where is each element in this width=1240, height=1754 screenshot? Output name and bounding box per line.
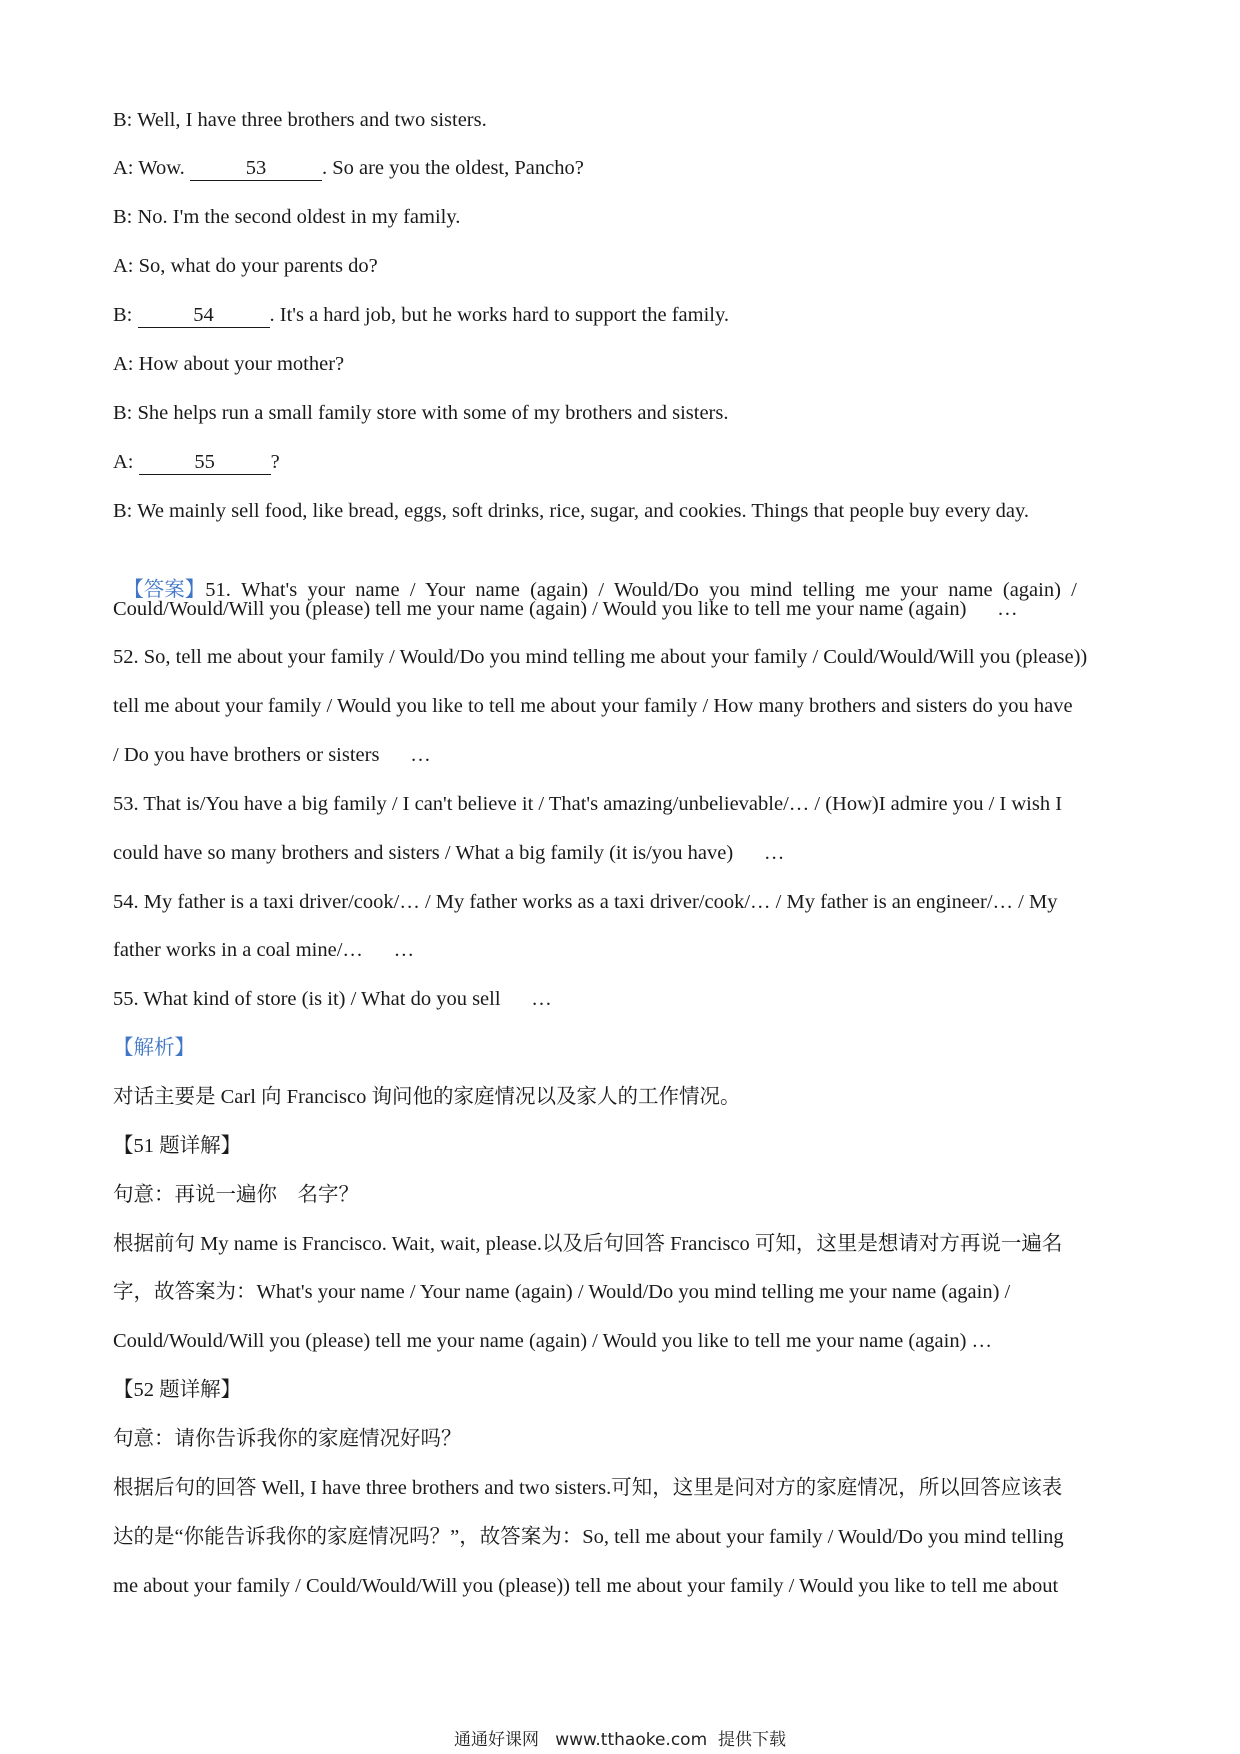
dialogue-line-4 <box>113 251 378 281</box>
blank-55: 55 <box>139 450 271 475</box>
dialogue-line-2 <box>113 153 584 183</box>
q51-line-1: 根据前句 My name is Francisco. Wait, wait, please.以及后句回答 Francisco 可知，这里是想请对方再说一遍名 <box>113 1233 1063 1255</box>
speaker: A: <box>113 353 134 375</box>
line-text: We mainly sell food, like bread, eggs, soft drinks, rice, sugar, and cookies. Things that people buy every day. <box>132 500 1030 522</box>
dialogue-line-1 <box>113 105 487 135</box>
speaker: A: <box>113 157 134 179</box>
dialogue-line-9 <box>113 496 1029 526</box>
q52-line-1: 根据后句的回答 Well, I have three brothers and two sisters.可知，这里是问对方的家庭情况，所以回答应该表 <box>113 1477 1063 1499</box>
speaker: B: <box>113 402 133 424</box>
dialogue-line-7 <box>113 398 729 428</box>
answer-52-line-3: / Do you have brothers or sisters … <box>113 744 431 766</box>
answer-52-line-2: tell me about your family / Would you like to tell me about your family / How many brothers and sisters do you have <box>113 695 1073 717</box>
dialogue-line-6 <box>113 349 344 379</box>
line-text: Well, I have three brothers and two sisters. <box>132 109 487 131</box>
line-text-after: . It's a hard job, but he works hard to support the family. <box>269 304 730 326</box>
q52-title: 【52 题详解】 <box>113 1379 242 1401</box>
dialogue-line-5 <box>113 300 729 330</box>
speaker: B: <box>113 500 133 522</box>
dialogue-line-3 <box>113 202 460 232</box>
q51-line-3: Could/Would/Will you (please) tell me your name (again) / Would you like to tell me your name (again) … <box>113 1330 993 1352</box>
answer-54-line-2: father works in a coal mine/… … <box>113 939 415 961</box>
line-text: So, what do your parents do? <box>133 255 378 277</box>
q51-title: 【51 题详解】 <box>113 1135 242 1157</box>
answer-55-line-1: 55. What kind of store (is it) / What do you sell … <box>113 988 552 1010</box>
q52-line-3: me about your family / Could/Would/Will you (please)) tell me about your family / Would you like to tell me about <box>113 1575 1059 1597</box>
analysis-tag: 【解析】 <box>113 1037 195 1059</box>
dialogue-line-8 <box>113 447 280 477</box>
answer-52-line-1: 52. So, tell me about your family / Would/Do you mind telling me about your family / Could/Would/Will you (please)) <box>113 646 1088 668</box>
q51-meaning: 句意：再说一遍你 名字？ <box>113 1184 359 1206</box>
line-text: How about your mother? <box>133 353 345 375</box>
blank-53: 53 <box>190 156 322 181</box>
answer-54-line-1: 54. My father is a taxi driver/cook/… / My father works as a taxi driver/cook/… / My father is an engineer/… / My <box>113 891 1058 913</box>
line-text: She helps run a small family store with some of my brothers and sisters. <box>132 402 729 424</box>
line-text-after: ? <box>270 451 280 473</box>
speaker: B: <box>113 109 133 131</box>
line-text: No. I'm the second oldest in my family. <box>132 206 461 228</box>
speaker: A: <box>113 451 134 473</box>
speaker: B: <box>113 206 133 228</box>
q52-line-2: 达的是“你能告诉我你的家庭情况吗？”，故答案为：So, tell me about your family / Would/Do you mind telling <box>113 1526 1064 1548</box>
line-text-before: Wow. <box>133 157 190 179</box>
analysis-summary: 对话主要是 Carl 向 Francisco 询问他的家庭情况以及家人的工作情况。 <box>113 1086 741 1108</box>
line-text-after: . So are you the oldest, Pancho? <box>321 157 584 179</box>
q52-meaning: 句意：请你告诉我你的家庭情况好吗？ <box>113 1428 462 1450</box>
speaker: B: <box>113 304 133 326</box>
answer-51-line-2: Could/Would/Will you (please) tell me your name (again) / Would you like to tell me your name (again) … <box>113 598 1018 620</box>
q51-line-2: 字，故答案为：What's your name / Your name (again) / Would/Do you mind telling me your name (again) / <box>113 1281 1011 1303</box>
page-footer: 通通好课网 www.tthaoke.com 提供下载 <box>454 1730 786 1750</box>
answer-53-line-1: 53. That is/You have a big family / I can't believe it / That's amazing/unbelievable/… / (How)I admire you / I wish I <box>113 793 1063 815</box>
answer-tag: 【答案】 <box>123 579 206 601</box>
answer-text: 51. What's your name / Your name (again) / Would/Do you mind telling me your name (again) / <box>205 579 1077 601</box>
blank-54: 54 <box>138 303 270 328</box>
speaker: A: <box>113 255 134 277</box>
answer-53-line-2: could have so many brothers and sisters / What a big family (it is/you have) … <box>113 842 785 864</box>
